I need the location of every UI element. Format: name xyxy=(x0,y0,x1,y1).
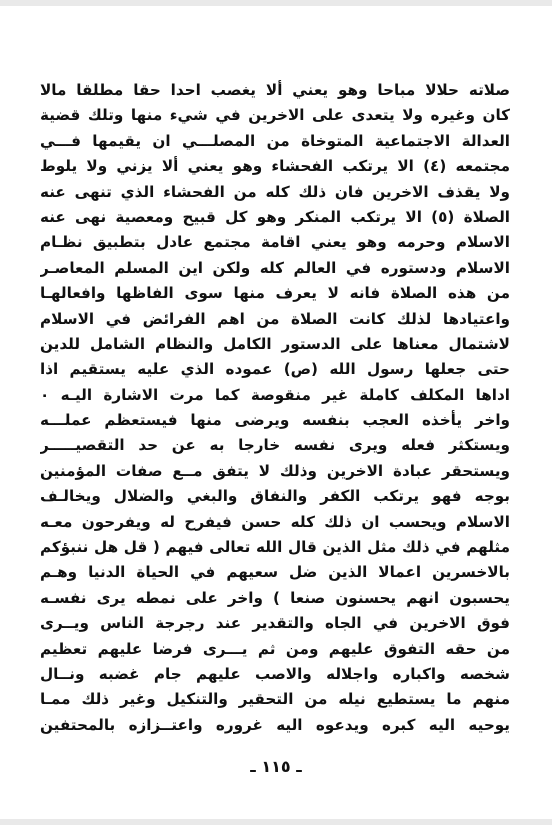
text-line: فوق الاخرين في الجاه والتقدير عند رجرجة الناس ويــرى xyxy=(40,614,510,633)
text-line: ولا يقذف الاخرين فان ذلك كله من الفحشاء الذي تنهى عنه xyxy=(40,182,510,201)
text-line: واخر يأخذه العجب بنفسه ويرضى منها فيستعظم عملـــه xyxy=(40,411,510,430)
text-line: الاسلام ودستوره في العالم كله ولكن اين المسلم المعاصـر xyxy=(40,258,510,277)
text-line: لاشتمال معناها على الدستور الكامل والنظام الشامل للدين xyxy=(40,334,510,353)
body-text xyxy=(40,78,510,738)
text-line: يحسبون انهم يحسنون صنعا ) واخر على نمطه يرى نفسـه xyxy=(40,588,510,607)
text-line: حتى جعلها رسول الله (ص) عموده الذي عليه يستقيم اذا xyxy=(40,360,510,379)
text-line: مثلهم في ذلك مثل الذين قال الله تعالى فيهم ( قل هل ننبؤكم xyxy=(40,538,510,557)
text-line: العدالة الاجتماعية المتوخاة من المصلـــي ان يقيمها فـــي xyxy=(40,131,510,150)
page-number: ـ ١١٥ ـ xyxy=(250,757,302,776)
text-line: من حقه التفوق عليهم ومن ثم يـــرى فرضا عليهم تعظيم xyxy=(40,639,510,658)
text-line: بالاخسرين اعمالا الذين ضل سعيهم في الحياة الدنيا وهـم xyxy=(40,563,510,582)
text-line: من هذه الصلاة فانه لا يعرف منها سوى الفاظها وافعالهـا xyxy=(40,284,510,303)
text-line: الاسلام ويحسب ان ذلك كله حسن فيفرح له ويفرحون معـه xyxy=(40,512,510,531)
text-line: مجتمعه (٤) الا يرتكب الفحشاء وهو يعني ألا يزني ولا يلوط xyxy=(40,157,510,176)
text-line: شخصه واكباره واجلاله والاصب عليهم جام غضبه ونــال xyxy=(40,664,510,683)
scan-edge-bottom xyxy=(0,819,552,825)
text-line: الاسلام وحرمه وهو يعني اقامة مجتمع عادل بتطبيق نظـام xyxy=(40,233,510,252)
scan-edge-top xyxy=(0,0,552,6)
text-line: واعتيادها لذلك كانت الصلاة من اهم الفرائض في الاسلام xyxy=(40,309,510,328)
text-line: منهم ما يستطيع نيله من التحقير والتنكيل وغير ذلك ممـا xyxy=(40,690,510,709)
text-line: صلاته حلالا مباحا وهو يعني ألا يغصب احدا حقا مطلقا مالا xyxy=(40,81,510,99)
text-line: كان وغيره ولا يتعدى على الاخرين في شيء منها وتلك قضية xyxy=(40,106,510,125)
text-line: ويستكثر فعله ويرى نفسه خارجا به عن حد التقصيـــــر xyxy=(40,436,510,455)
text-line: اداها المكلف كاملة غير منقوصة كما مرت الاشارة اليـه ٠ xyxy=(40,385,510,404)
text-line: يوحيه اليه كبره ويدعوه اليه غروره واعتــزازه بالمحتفين xyxy=(40,715,510,734)
text-line: الصلاة (٥) الا يرتكب المنكر وهو كل قبيح ومعصية نهى عنه xyxy=(40,207,510,226)
text-line: ويستحقر عبادة الاخرين وذلك لا يتفق مــع صفات المؤمنين xyxy=(40,461,510,480)
text-line: بوجه فهو يرتكب الكفر والنفاق والبغي والضلال ويخالـف xyxy=(40,487,510,506)
